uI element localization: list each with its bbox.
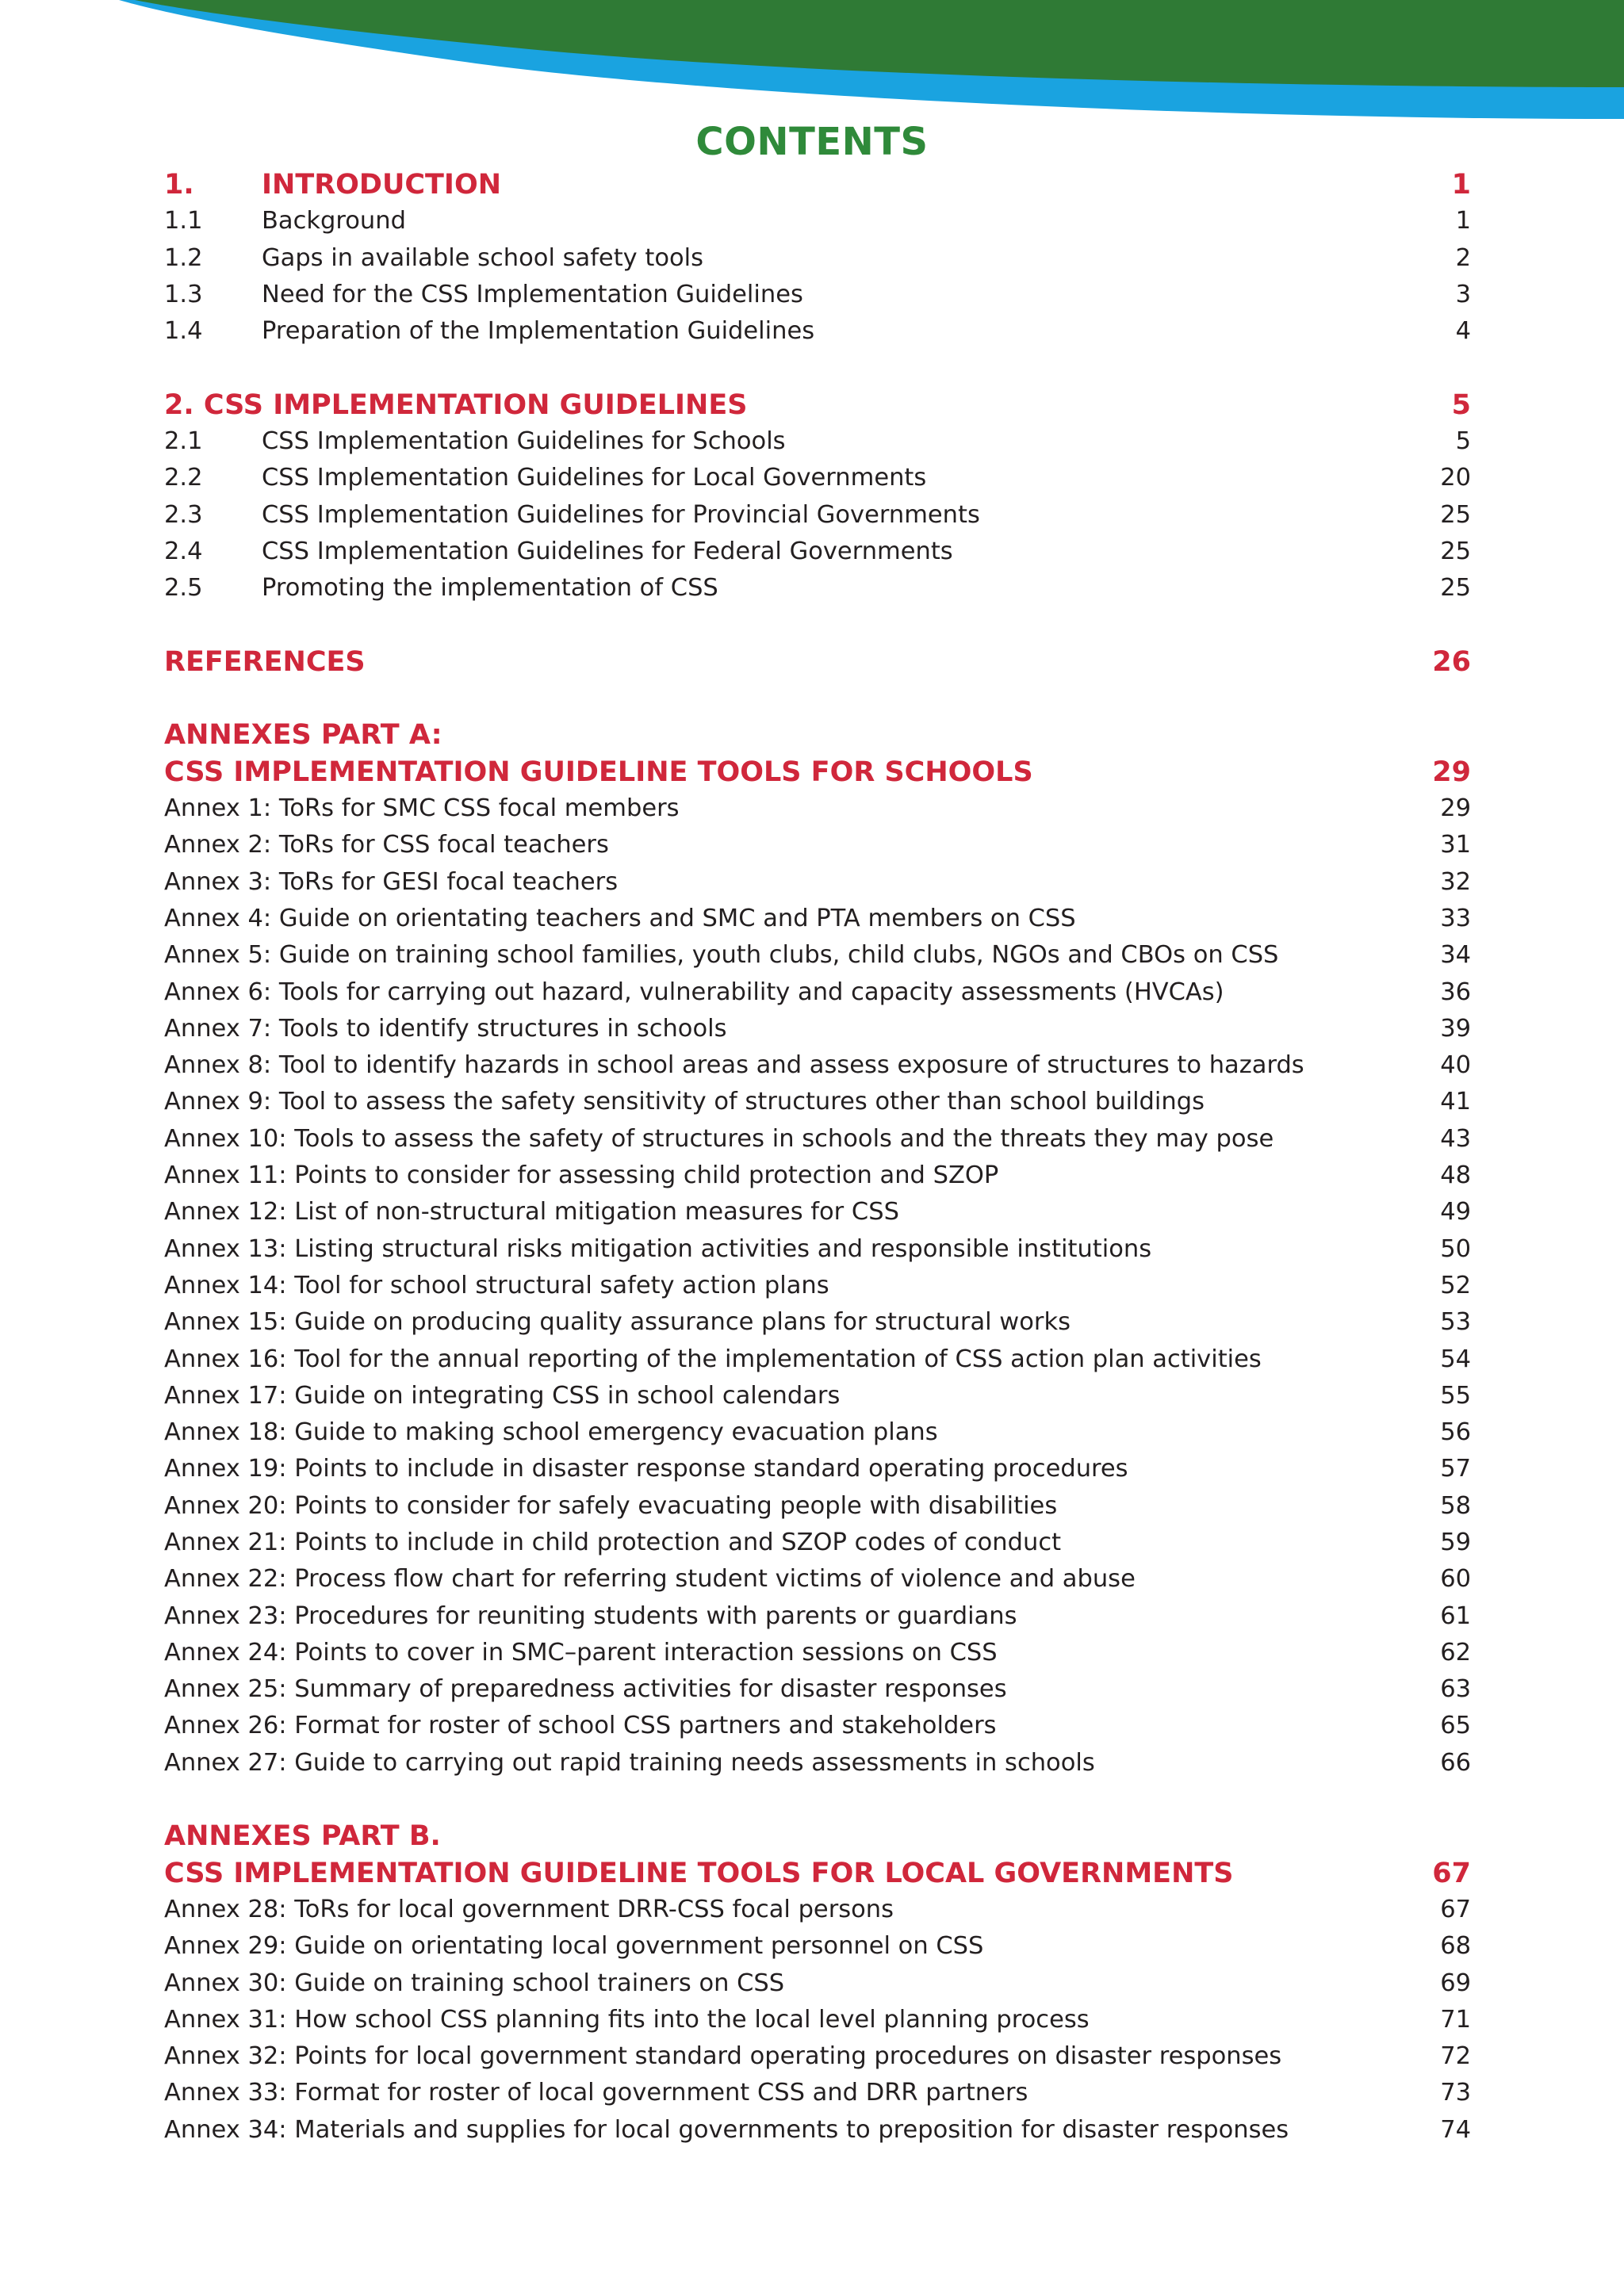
entry-number: 1.2 — [164, 243, 203, 272]
toc-heading-css-guidelines[interactable] — [164, 387, 1471, 423]
entry-title: Annex 18: Guide to making school emergency evacuation plans — [164, 1418, 938, 1447]
page-number: 3 — [1455, 280, 1471, 308]
toc-entry[interactable] — [164, 460, 1471, 496]
page-number: 54 — [1440, 1345, 1471, 1373]
page-number: 49 — [1440, 1198, 1471, 1226]
toc-heading-annexes-part-b-label — [164, 1818, 1471, 1854]
entry-title: Annex 19: Points to include in disaster response standard operating procedures — [164, 1455, 1128, 1483]
page-number: 31 — [1440, 831, 1471, 859]
entry-title: Annex 21: Points to include in child protection and SZOP codes of conduct — [164, 1528, 1062, 1556]
toc-entry[interactable] — [164, 1708, 1471, 1744]
entry-title: Annex 32: Points for local government standard operating procedures on disaster responses — [164, 2042, 1282, 2071]
toc-entry[interactable] — [164, 1047, 1471, 1084]
toc-entry[interactable] — [164, 1414, 1471, 1451]
toc-entry[interactable] — [164, 864, 1471, 901]
toc-entry[interactable] — [164, 974, 1471, 1011]
section-title: ANNEXES PART B. — [164, 1820, 441, 1853]
entry-title: Annex 15: Guide on producing quality assurance plans for structural works — [164, 1308, 1071, 1337]
spacer — [164, 1781, 1471, 1818]
toc-entry[interactable] — [164, 1304, 1471, 1341]
toc-entry[interactable] — [164, 423, 1471, 460]
entry-title: CSS Implementation Guidelines for Schools — [262, 427, 786, 456]
page-number: 33 — [1440, 904, 1471, 932]
page-number: 4 — [1455, 317, 1471, 346]
page-number: 25 — [1440, 500, 1471, 529]
page-number: 74 — [1440, 2115, 1471, 2144]
entry-number: 2.3 — [164, 500, 203, 529]
entry-title: Annex 8: Tool to identify hazards in school areas and assess exposure of structures to hazards — [164, 1051, 1304, 1080]
header-banner — [0, 0, 1624, 135]
page-number: 48 — [1440, 1161, 1471, 1190]
entry-number: 1.3 — [164, 280, 203, 308]
toc-heading-annexes-part-a[interactable] — [164, 754, 1471, 790]
section-title: 2. CSS IMPLEMENTATION GUIDELINES — [164, 388, 748, 421]
page-number: 56 — [1440, 1418, 1471, 1447]
entry-number: 2.4 — [164, 537, 203, 565]
toc-entry[interactable] — [164, 1892, 1471, 1928]
toc-entry[interactable] — [164, 203, 1471, 239]
entry-title: Annex 26: Format for roster of school CSS partners and stakeholders — [164, 1712, 997, 1740]
page-number: 57 — [1440, 1455, 1471, 1483]
entry-title: Annex 16: Tool for the annual reporting of the implementation of CSS action plan activities — [164, 1345, 1262, 1373]
page-number: 69 — [1440, 1969, 1471, 1997]
entry-number: 1.4 — [164, 317, 203, 346]
entry-title: Annex 29: Guide on orientating local government personnel on CSS — [164, 1932, 984, 1961]
page-number: 1 — [1451, 169, 1471, 201]
toc-entry[interactable] — [164, 1194, 1471, 1230]
entry-title: Annex 33: Format for roster of local government CSS and DRR partners — [164, 2079, 1028, 2107]
section-title: ANNEXES PART A: — [164, 719, 442, 752]
toc-entry[interactable] — [164, 1745, 1471, 1781]
entry-number: 2.2 — [164, 464, 203, 492]
entry-title: Annex 34: Materials and supplies for local governments to preposition for disaster responses — [164, 2115, 1289, 2144]
page-number: 63 — [1440, 1675, 1471, 1704]
toc-entry[interactable] — [164, 1488, 1471, 1525]
entry-title: Annex 1: ToRs for SMC CSS focal members — [164, 794, 680, 823]
toc-entry[interactable] — [164, 1525, 1471, 1561]
entry-title: Annex 24: Points to cover in SMC–parent interaction sessions on CSS — [164, 1638, 998, 1667]
page-number: 36 — [1440, 978, 1471, 1006]
entry-title: Annex 30: Guide on training school trainers on CSS — [164, 1969, 785, 1997]
entry-number: 2.5 — [164, 574, 203, 603]
entry-title: Annex 12: List of non-structural mitigation measures for CSS — [164, 1198, 899, 1226]
entry-title: Need for the CSS Implementation Guidelines — [262, 280, 803, 308]
entry-title: Annex 13: Listing structural risks mitigation activities and responsible institutions — [164, 1234, 1152, 1263]
page-number: 50 — [1440, 1234, 1471, 1263]
entry-title: Annex 2: ToRs for CSS focal teachers — [164, 831, 609, 859]
entry-title: Annex 31: How school CSS planning fits into the local level planning process — [164, 2005, 1090, 2034]
page-number: 5 — [1455, 427, 1471, 456]
toc-entry[interactable] — [164, 2112, 1471, 2149]
page-number: 26 — [1432, 645, 1471, 678]
page-number: 29 — [1440, 794, 1471, 823]
page-number: 29 — [1432, 756, 1471, 788]
toc-entry[interactable] — [164, 2002, 1471, 2038]
toc-entry[interactable] — [164, 497, 1471, 534]
page-number: 65 — [1440, 1712, 1471, 1740]
entry-title: Annex 5: Guide on training school families, youth clubs, child clubs, NGOs and CBOs on CSS — [164, 941, 1279, 970]
spacer — [164, 680, 1471, 717]
page-number: 52 — [1440, 1271, 1471, 1299]
entry-title: Preparation of the Implementation Guidelines — [262, 317, 815, 346]
toc-entry[interactable] — [164, 1341, 1471, 1378]
toc-entry[interactable] — [164, 534, 1471, 570]
section-title: CSS IMPLEMENTATION GUIDELINE TOOLS FOR LOCAL GOVERNMENTS — [164, 1857, 1234, 1889]
toc-entry[interactable] — [164, 1231, 1471, 1268]
toc-heading-annexes-part-b[interactable] — [164, 1855, 1471, 1892]
toc-entry[interactable] — [164, 1158, 1471, 1194]
toc-entry[interactable] — [164, 2075, 1471, 2111]
page-number: 25 — [1440, 574, 1471, 603]
toc-entry[interactable] — [164, 1268, 1471, 1304]
entry-title: Annex 17: Guide on integrating CSS in school calendars — [164, 1381, 841, 1410]
page-number: 41 — [1440, 1088, 1471, 1116]
page-number: 66 — [1440, 1748, 1471, 1777]
entry-title: Annex 28: ToRs for local government DRR-CSS focal persons — [164, 1895, 894, 1923]
toc-entry[interactable] — [164, 240, 1471, 277]
page-number: 43 — [1440, 1124, 1471, 1153]
entry-title: CSS Implementation Guidelines for Local Governments — [262, 464, 927, 492]
toc-entry[interactable] — [164, 313, 1471, 350]
section-number: 1. — [164, 169, 194, 201]
page-number: 67 — [1440, 1895, 1471, 1923]
annex-a-list — [164, 790, 1471, 1781]
toc-entry[interactable] — [164, 570, 1471, 607]
entry-title: Background — [262, 207, 406, 235]
entry-title: Annex 20: Points to consider for safely evacuating people with disabilities — [164, 1491, 1058, 1520]
toc-entry[interactable] — [164, 1451, 1471, 1487]
entry-title: Annex 22: Process flow chart for referring student victims of violence and abuse — [164, 1565, 1136, 1594]
entry-title: Annex 11: Points to consider for assessing child protection and SZOP — [164, 1161, 999, 1190]
page-number: 67 — [1432, 1857, 1471, 1889]
toc-entry[interactable] — [164, 1671, 1471, 1708]
spacer — [164, 350, 1471, 386]
entry-title: Annex 25: Summary of preparedness activities for disaster responses — [164, 1675, 1007, 1704]
entry-title: Annex 27: Guide to carrying out rapid training needs assessments in schools — [164, 1748, 1095, 1777]
toc-entry[interactable] — [164, 937, 1471, 974]
page-number: 73 — [1440, 2079, 1471, 2107]
toc-entry[interactable] — [164, 790, 1471, 827]
toc-entry[interactable] — [164, 1928, 1471, 1965]
page-number: 68 — [1440, 1932, 1471, 1961]
section-title: REFERENCES — [164, 645, 366, 678]
page-number: 71 — [1440, 2005, 1471, 2034]
table-of-contents — [164, 166, 1471, 2149]
toc-heading-annexes-part-a-label — [164, 717, 1471, 753]
toc-entry[interactable] — [164, 277, 1471, 313]
page-number: 61 — [1440, 1601, 1471, 1630]
page-number: 2 — [1455, 243, 1471, 272]
entry-title: Annex 14: Tool for school structural safety action plans — [164, 1271, 829, 1299]
entry-title: Annex 10: Tools to assess the safety of structures in schools and the threats they may pose — [164, 1124, 1274, 1153]
page-number: 1 — [1455, 207, 1471, 235]
toc-entry[interactable] — [164, 2038, 1471, 2075]
page-number: 53 — [1440, 1308, 1471, 1337]
entry-title: CSS Implementation Guidelines for Federal Governments — [262, 537, 953, 565]
entry-title: Annex 9: Tool to assess the safety sensitivity of structures other than school buildings — [164, 1088, 1205, 1116]
annex-b-list — [164, 1892, 1471, 2149]
toc-heading-references[interactable] — [164, 644, 1471, 680]
toc-entry[interactable] — [164, 1011, 1471, 1047]
page-title: CONTENTS — [695, 120, 929, 164]
page-number: 39 — [1440, 1014, 1471, 1043]
entry-number: 1.1 — [164, 207, 203, 235]
toc-entry[interactable] — [164, 827, 1471, 863]
toc-heading-introduction[interactable] — [164, 166, 1471, 203]
toc-entry[interactable] — [164, 1561, 1471, 1598]
page-number: 40 — [1440, 1051, 1471, 1080]
page-number: 60 — [1440, 1565, 1471, 1594]
entry-title: Promoting the implementation of CSS — [262, 574, 718, 603]
page-number: 34 — [1440, 941, 1471, 970]
toc-entry[interactable] — [164, 901, 1471, 937]
page-number: 58 — [1440, 1491, 1471, 1520]
toc-entry[interactable] — [164, 1084, 1471, 1120]
page-number: 59 — [1440, 1528, 1471, 1556]
entry-title: Annex 4: Guide on orientating teachers and SMC and PTA members on CSS — [164, 904, 1076, 932]
entry-title: CSS Implementation Guidelines for Provincial Governments — [262, 500, 980, 529]
toc-entry[interactable] — [164, 1635, 1471, 1671]
toc-entry[interactable] — [164, 1121, 1471, 1158]
toc-entry[interactable] — [164, 1965, 1471, 2002]
page-number: 55 — [1440, 1381, 1471, 1410]
page-number: 25 — [1440, 537, 1471, 565]
page-number: 72 — [1440, 2042, 1471, 2071]
entry-title: Annex 7: Tools to identify structures in schools — [164, 1014, 727, 1043]
toc-entry[interactable] — [164, 1378, 1471, 1414]
spacer — [164, 607, 1471, 644]
page-number: 32 — [1440, 867, 1471, 896]
entry-title: Annex 6: Tools for carrying out hazard, vulnerability and capacity assessments (HVCAs) — [164, 978, 1224, 1006]
entry-title: Annex 23: Procedures for reuniting students with parents or guardians — [164, 1601, 1017, 1630]
entry-title: Gaps in available school safety tools — [262, 243, 704, 272]
page-number: 62 — [1440, 1638, 1471, 1667]
section-title: CSS IMPLEMENTATION GUIDELINE TOOLS FOR SCHOOLS — [164, 756, 1033, 788]
section-title: INTRODUCTION — [262, 169, 501, 201]
entry-number: 2.1 — [164, 427, 203, 456]
page-number: 20 — [1440, 464, 1471, 492]
entry-title: Annex 3: ToRs for GESI focal teachers — [164, 867, 619, 896]
toc-entry[interactable] — [164, 1598, 1471, 1635]
page-number: 5 — [1451, 388, 1471, 421]
